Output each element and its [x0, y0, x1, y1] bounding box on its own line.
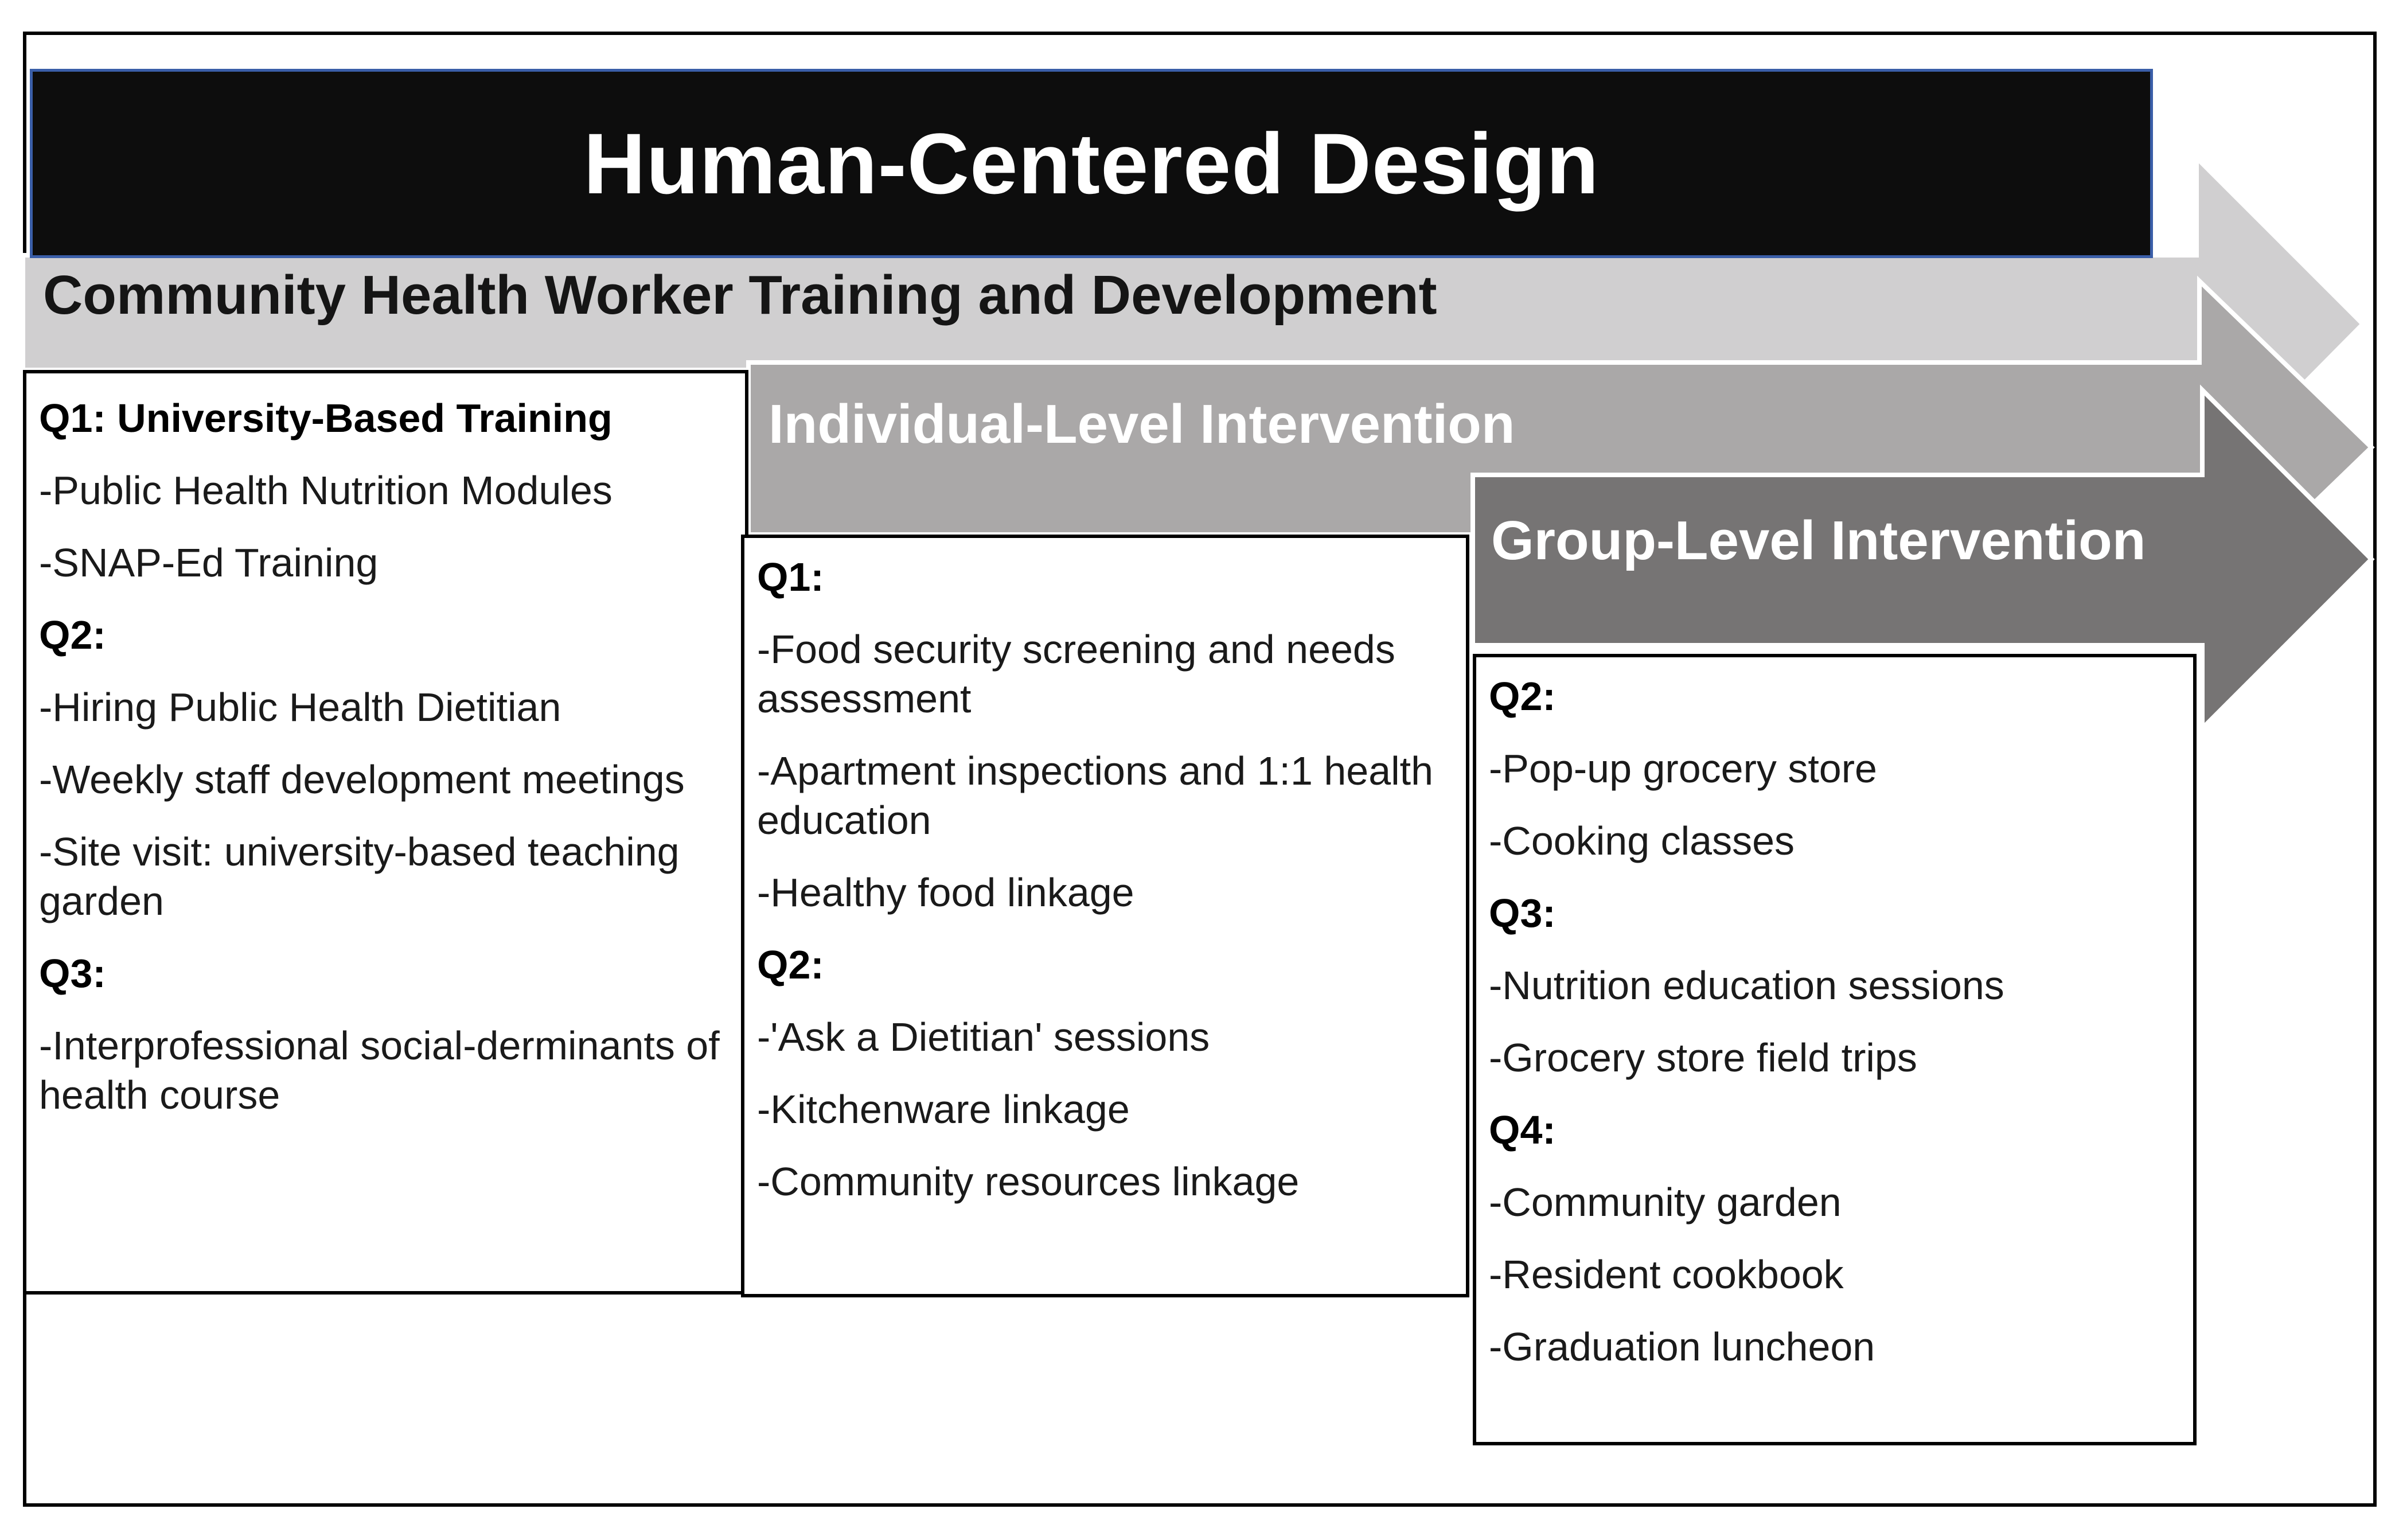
quarter-heading: Q2:: [39, 613, 106, 657]
activity-item: -Nutrition education sessions: [1489, 963, 2004, 1008]
activity-item: -Public Health Nutrition Modules: [39, 468, 613, 513]
activity-item: -Grocery store field trips: [1489, 1035, 1917, 1080]
activity-item: -'Ask a Dietitian' sessions: [757, 1015, 1210, 1059]
quarter-heading: Q3:: [1489, 891, 1556, 935]
chw-band-label: Community Health Worker Training and Development: [43, 264, 1437, 326]
activity-item: -Apartment inspections and 1:1 health education: [757, 748, 1434, 843]
activity-item: -SNAP-Ed Training: [39, 540, 379, 585]
activity-item: -Healthy food linkage: [757, 870, 1134, 915]
activity-item: -Graduation luncheon: [1489, 1324, 1875, 1369]
activity-item: -Food security screening and needs assessment: [757, 627, 1395, 721]
quarter-heading: Q2:: [1489, 674, 1556, 719]
title-banner: [30, 69, 2153, 258]
activity-item: -Community garden: [1489, 1180, 1842, 1225]
quarter-heading: Q3:: [39, 951, 106, 996]
quarter-heading: Q4:: [1489, 1108, 1556, 1152]
activity-item: -Kitchenware linkage: [757, 1087, 1130, 1132]
chw-activities-box: [23, 370, 748, 1295]
activity-item: -Weekly staff development meetings: [39, 757, 685, 802]
quarter-heading: Q1: University-Based Training: [39, 396, 613, 440]
activity-item: -Resident cookbook: [1489, 1252, 1844, 1297]
individual-activities-box: [741, 535, 1469, 1297]
activity-item: -Community resources linkage: [757, 1159, 1300, 1204]
quarter-heading: Q2:: [757, 942, 824, 987]
activity-item: -Cooking classes: [1489, 818, 1795, 863]
activity-item: -Hiring Public Health Dietitian: [39, 685, 561, 730]
activity-item: -Site visit: university-based teaching garden: [39, 829, 680, 923]
quarter-heading: Q1:: [757, 555, 824, 599]
individual-band-label: Individual-Level Intervention: [769, 393, 1515, 455]
activity-item: -Pop-up grocery store: [1489, 746, 1877, 791]
activity-item: -Interprofessional social-derminants of health course: [39, 1023, 720, 1117]
diagram-title: Human-Centered Design: [583, 115, 1600, 212]
group-activities-box: [1473, 654, 2197, 1445]
group-band-label: Group-Level Intervention: [1491, 510, 2146, 571]
